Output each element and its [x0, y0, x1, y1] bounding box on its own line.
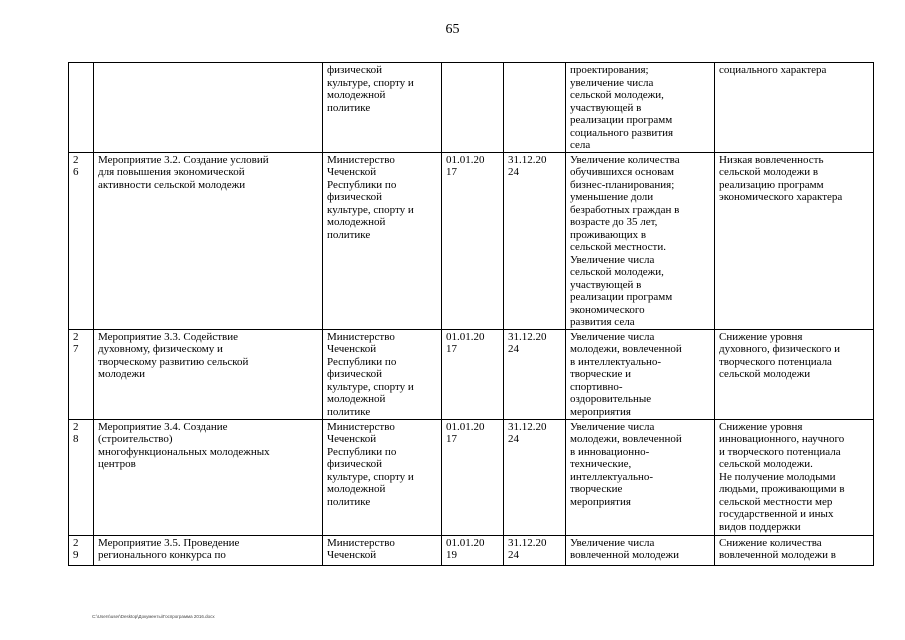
cell-text-line: Снижение уровня [719, 330, 803, 343]
cell-text-line: политике [327, 405, 371, 418]
cell-text-line: Министерство [327, 420, 395, 433]
cell-text-line: культуре, спорту и [327, 380, 414, 393]
cell-text-line: 6 [73, 166, 79, 178]
cell-text-line: политике [327, 495, 371, 508]
row-number-cell [69, 535, 94, 565]
start-date-cell [442, 329, 504, 419]
cell-text-line: молодежной [327, 216, 386, 228]
cell-text-line: государственной и иных [719, 508, 834, 520]
row-number-cell [69, 419, 94, 535]
start-date-cell [442, 63, 504, 153]
cell-text-line: реализации программ [570, 291, 673, 303]
cell-text-line: возрасте до 35 лет, [570, 216, 658, 228]
cell-text-line: 17 [446, 343, 457, 355]
cell-text-line: молодежи [98, 368, 145, 380]
cell-text-line: Мероприятие 3.2. Создание условий [98, 153, 269, 166]
cell-text-line: 17 [446, 433, 457, 445]
end-date-cell [504, 63, 566, 153]
activity-name-cell [94, 329, 323, 419]
cell-text-line: многофункциональных молодежных [98, 445, 270, 458]
cell-text-line: духовного, физического и [719, 343, 840, 355]
cell-text-line: спортивно- [570, 380, 623, 393]
executor-cell [323, 329, 442, 419]
cell-text-line: экономического [570, 303, 645, 316]
cell-text-line: Увеличение числа [570, 330, 655, 343]
executor-cell [323, 152, 442, 329]
cell-text-line: социального развития [570, 126, 674, 139]
cell-text-line: культуре, спорту и [327, 203, 414, 216]
cell-text-line: Республики по [327, 178, 397, 191]
cell-text-line: увеличение числа [570, 76, 654, 89]
row-number-cell [69, 63, 94, 153]
cell-text-line: Мероприятие 3.3. Содействие [98, 330, 238, 343]
cell-text-line: 24 [508, 166, 519, 178]
cell-text-line: Не получение молодыми [719, 470, 836, 483]
cell-text-line: молодежной [327, 483, 386, 495]
table-row [69, 535, 874, 565]
cell-text-line: обучившихся основам [570, 166, 674, 178]
cell-text-line: Министерство [327, 153, 395, 166]
cell-text-line: уменьшение доли [570, 191, 654, 203]
cell-text-line: сельской молодежи. [719, 458, 813, 470]
cell-text-line: 19 [446, 549, 457, 561]
start-date-cell [442, 152, 504, 329]
cell-text-line: 01.01.20 [446, 420, 485, 433]
cell-text-line: 01.01.20 [446, 153, 485, 166]
row-number-cell [69, 152, 94, 329]
cell-text-line: Республики по [327, 355, 397, 368]
cell-text-line: регионального конкурса по [98, 549, 226, 561]
cell-text-line: 31.12.20 [508, 536, 547, 549]
cell-text-line: 31.12.20 [508, 420, 547, 433]
cell-text-line: активности сельской молодежи [98, 178, 246, 191]
cell-text-line: сельской местности мер [719, 495, 833, 508]
cell-text-line: творческие и [570, 368, 631, 380]
activity-name-cell [94, 419, 323, 535]
expected-result-cell [566, 329, 715, 419]
cell-text-line: Министерство [327, 536, 395, 549]
cell-text-line: мероприятия [570, 495, 631, 508]
start-date-cell [442, 419, 504, 535]
cell-text-line: физической [327, 64, 382, 76]
executor-cell [323, 63, 442, 153]
cell-text-line: сельской молодежи, [570, 89, 664, 101]
cell-text-line: интеллектуально- [570, 470, 654, 483]
cell-text-line: в интеллектуально- [570, 355, 662, 368]
cell-text-line: села [570, 139, 591, 151]
cell-text-line: инновационного, научного [719, 433, 845, 445]
cell-text-line: 2 [73, 330, 79, 343]
consequence-cell [715, 419, 874, 535]
cell-text-line: экономического характера [719, 191, 843, 203]
cell-text-line: 9 [73, 549, 79, 561]
cell-text-line: 2 [73, 536, 79, 549]
cell-text-line: социального характера [719, 64, 827, 76]
cell-text-line: проживающих в [570, 228, 647, 241]
cell-text-line: (строительство) [98, 433, 173, 445]
cell-text-line: 7 [73, 343, 79, 355]
cell-text-line: сельской молодежи в [719, 166, 819, 178]
program-table [68, 62, 874, 566]
cell-text-line: мероприятия [570, 405, 631, 418]
cell-text-line: 01.01.20 [446, 330, 485, 343]
cell-text-line: Мероприятие 3.5. Проведение [98, 536, 240, 549]
file-path-footer: C:\Users\user\Desktop\Документы\Госпрограмма 2016.docx [92, 614, 215, 619]
cell-text-line: Чеченской [327, 343, 377, 355]
cell-text-line: 17 [446, 166, 457, 178]
cell-text-line: 31.12.20 [508, 330, 547, 343]
cell-text-line: участвующей в [570, 278, 642, 291]
cell-text-line: реализации программ [570, 114, 673, 126]
cell-text-line: 2 [73, 153, 79, 166]
cell-text-line: Чеченской [327, 549, 377, 561]
expected-result-cell [566, 63, 715, 153]
cell-text-line: для повышения экономической [98, 166, 245, 178]
cell-text-line: технические, [570, 458, 632, 470]
page-number: 65 [445, 22, 460, 37]
expected-result-cell [566, 152, 715, 329]
row-number-cell [69, 329, 94, 419]
cell-text-line: 01.01.20 [446, 536, 485, 549]
cell-text-line: сельской молодежи [719, 368, 811, 380]
consequence-cell [715, 152, 874, 329]
consequence-cell [715, 535, 874, 565]
end-date-cell [504, 329, 566, 419]
cell-text-line: творческие [570, 483, 623, 495]
expected-result-cell [566, 535, 715, 565]
cell-text-line: духовному, физическому и [98, 343, 223, 355]
cell-text-line: 24 [508, 433, 519, 445]
start-date-cell [442, 535, 504, 565]
cell-text-line: молодежной [327, 89, 386, 101]
cell-text-line: участвующей в [570, 101, 642, 114]
cell-text-line: 24 [508, 549, 519, 561]
cell-text-line: проектирования; [570, 64, 649, 76]
cell-text-line: политике [327, 101, 371, 114]
cell-text-line: и творческого потенциала [719, 445, 841, 458]
cell-text-line: видов поддержки [719, 520, 801, 533]
cell-text-line: реализацию программ [719, 178, 824, 191]
cell-text-line: Увеличение количества [570, 153, 680, 166]
activity-name-cell [94, 152, 323, 329]
cell-text-line: в инновационно- [570, 445, 650, 458]
cell-text-line: Республики по [327, 445, 397, 458]
cell-text-line: творческому развитию сельской [98, 355, 249, 368]
executor-cell [323, 419, 442, 535]
cell-text-line: оздоровительные [570, 393, 652, 405]
executor-cell [323, 535, 442, 565]
cell-text-line: развития села [570, 316, 635, 328]
activity-name-cell [94, 535, 323, 565]
end-date-cell [504, 419, 566, 535]
cell-text-line: Чеченской [327, 166, 377, 178]
consequence-cell [715, 329, 874, 419]
cell-text-line: 31.12.20 [508, 153, 547, 166]
cell-text-line: Увеличение числа [570, 536, 655, 549]
cell-text-line: физической [327, 191, 382, 203]
cell-text-line: 2 [73, 420, 79, 433]
cell-text-line: культуре, спорту и [327, 470, 414, 483]
cell-text-line: культуре, спорту и [327, 76, 414, 89]
cell-text-line: Министерство [327, 330, 395, 343]
table-row [69, 329, 874, 419]
cell-text-line: Чеченской [327, 433, 377, 445]
cell-text-line: Снижение количества [719, 536, 822, 549]
cell-text-line: людьми, проживающими в [719, 483, 845, 495]
cell-text-line: Увеличение числа [570, 253, 655, 266]
cell-text-line: физической [327, 368, 382, 380]
cell-text-line: сельской молодежи, [570, 266, 664, 278]
cell-text-line: молодежи, вовлеченной [570, 343, 682, 355]
consequence-cell [715, 63, 874, 153]
cell-text-line: физической [327, 458, 382, 470]
cell-text-line: молодежи, вовлеченной [570, 433, 682, 445]
table-row [69, 63, 874, 153]
cell-text-line: Низкая вовлеченность [719, 153, 824, 166]
cell-text-line: безработных граждан в [570, 203, 680, 216]
cell-text-line: Увеличение числа [570, 420, 655, 433]
activity-name-cell [94, 63, 323, 153]
table-row [69, 152, 874, 329]
cell-text-line: политике [327, 228, 371, 241]
cell-text-line: бизнес-планирования; [570, 178, 675, 191]
cell-text-line: вовлеченной молодежи [570, 549, 680, 561]
cell-text-line: 24 [508, 343, 519, 355]
cell-text-line: 8 [73, 433, 79, 445]
cell-text-line: творческого потенциала [719, 355, 832, 368]
cell-text-line: вовлеченной молодежи в [719, 549, 836, 561]
end-date-cell [504, 152, 566, 329]
cell-text-line: сельской местности. [570, 241, 667, 253]
cell-text-line: молодежной [327, 393, 386, 405]
end-date-cell [504, 535, 566, 565]
cell-text-line: Мероприятие 3.4. Создание [98, 420, 228, 433]
table-row [69, 419, 874, 535]
cell-text-line: Снижение уровня [719, 420, 803, 433]
cell-text-line: центров [98, 458, 136, 470]
expected-result-cell [566, 419, 715, 535]
